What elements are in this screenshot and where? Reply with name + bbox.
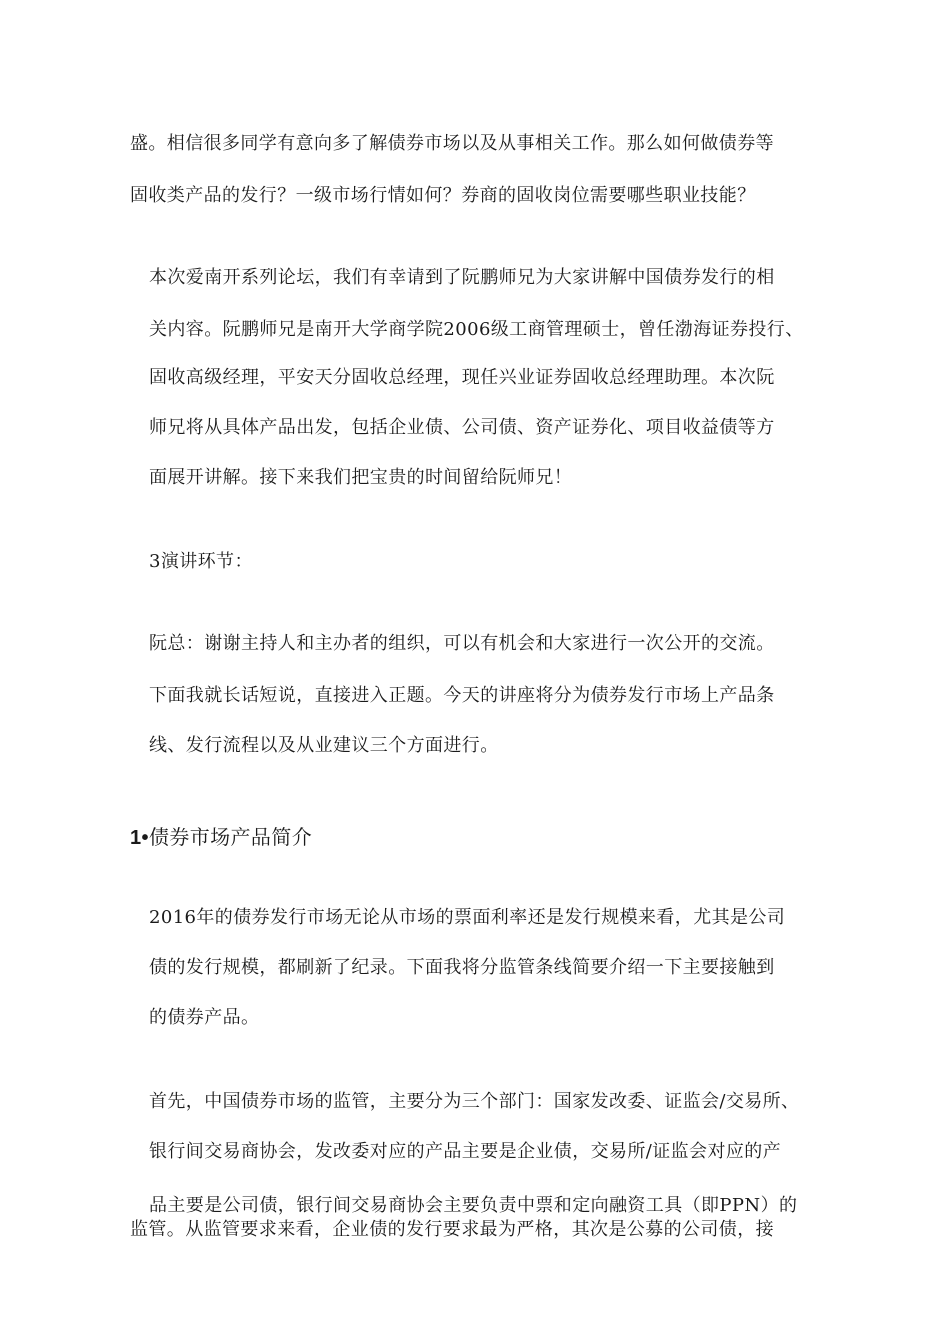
- text-line: 本次爱南开系列论坛，我们有幸请到了阮鹏师兄为大家讲解中国债券发行的相: [149, 267, 775, 288]
- text-line: 关内容。阮鹏师兄是南开大学商学院2006级工商管理硕士，曾任渤海证券投行、: [149, 319, 804, 340]
- text-line: 线、发行流程以及从业建议三个方面进行。: [149, 735, 499, 756]
- text-line: 下面我就长话短说，直接进入正题。今天的讲座将分为债券发行市场上产品条: [149, 685, 775, 706]
- text-line: 师兄将从具体产品出发，包括企业债、公司债、资产证券化、项目收益债等方: [149, 417, 775, 438]
- text-line: 阮总：谢谢主持人和主办者的组织，可以有机会和大家进行一次公开的交流。: [149, 633, 775, 654]
- text-line: 2016年的债券发行市场无论从市场的票面利率还是发行规模来看，尤其是公司: [149, 907, 786, 928]
- text-line: 固收高级经理，平安天分固收总经理，现任兴业证券固收总经理助理。本次阮: [149, 367, 775, 388]
- section-label: 3演讲环节：: [149, 551, 253, 572]
- section-heading: [130, 824, 312, 851]
- text-line: 首先，中国债券市场的监管，主要分为三个部门：国家发改委、证监会/交易所、: [149, 1091, 800, 1112]
- section-heading-number: 1•: [130, 827, 149, 849]
- text-line: 面展开讲解。接下来我们把宝贵的时间留给阮师兄！: [149, 467, 573, 488]
- section-heading-text: 债券市场产品简介: [148, 825, 313, 849]
- text-line: 监管。从监管要求来看，企业债的发行要求最为严格，其次是公募的公司债，接: [130, 1219, 774, 1240]
- text-line: 银行间交易商协会，发改委对应的产品主要是企业债，交易所/证监会对应的产: [149, 1141, 782, 1162]
- text-line: 的债券产品。: [149, 1007, 260, 1028]
- text-line: 品主要是公司债，银行间交易商协会主要负责中票和定向融资工具（即PPN）的: [149, 1195, 798, 1216]
- text-line: 盛。相信很多同学有意向多了解债券市场以及从事相关工作。那么如何做债券等: [130, 133, 774, 154]
- text-line: 债的发行规模，都刷新了纪录。下面我将分监管条线简要介绍一下主要接触到: [149, 957, 775, 978]
- text-line: 固收类产品的发行？一级市场行情如何？券商的固收岗位需要哪些职业技能？: [130, 185, 756, 206]
